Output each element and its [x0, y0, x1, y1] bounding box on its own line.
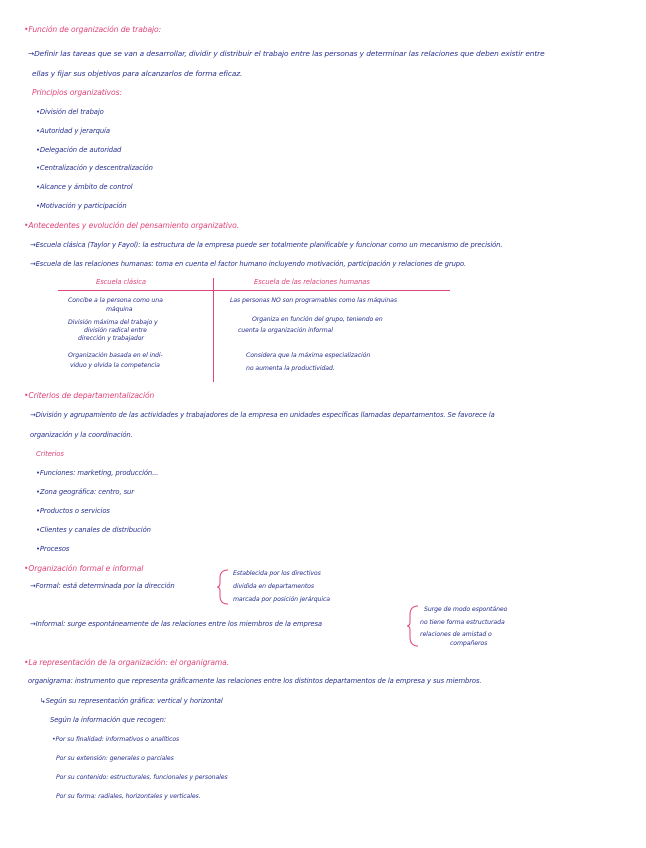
section-title-organization-function: •Función de organización de trabajo: [24, 25, 162, 34]
principle-item: •Motivación y participación [36, 202, 127, 210]
principles-title: Principios organizativos: [32, 88, 122, 97]
informal-item: relaciones de amistad o [420, 631, 492, 638]
table-cell: división radical entre [84, 327, 147, 334]
departmentalization-line-2: organización y la coordinación. [30, 431, 133, 439]
table-cell: Organiza en función del grupo, teniendo en [252, 316, 383, 323]
organigram-info-title: Según la información que recogen: [50, 716, 167, 724]
organigram-item: Por su contenido: estructurales, funcionales y personales [56, 774, 228, 781]
organigram-item: Por su extensión: generales o parciales [56, 755, 174, 762]
section-title-departmentalization: •Criterios de departamentalización [24, 391, 155, 400]
organigram-item: Por su forma: radiales, horizontales y verticales. [56, 793, 201, 800]
table-header-divider [58, 290, 450, 291]
informal-item: no tiene forma estructurada [420, 619, 505, 626]
formal-item: dividida en departamentos [233, 583, 314, 590]
formal-item: marcada por posición jerárquica [233, 596, 330, 603]
table-cell: División máxima del trabajo y [68, 319, 158, 326]
table-cell: Considera que la máxima especialización [246, 352, 371, 359]
criteria-item: •Funciones: marketing, producción... [36, 469, 159, 477]
table-header-classical: Escuela clásica [96, 278, 146, 286]
criteria-item: •Productos o servicios [36, 507, 110, 515]
definition-line-2: ellas y fijar sus objetivos para alcanzarlos de forma eficaz. [32, 69, 243, 78]
criteria-item: •Zona geográfica: centro, sur [36, 488, 134, 496]
criteria-item: •Procesos [36, 545, 70, 553]
definition-line-1: →Definir las tareas que se van a desarrollar, dividir y distribuir el trabajo entre las personas y determinar las relaciones que deben existir entre [28, 49, 545, 58]
table-cell: Las personas NO son programables como las máquinas [230, 297, 397, 304]
principle-item: •Delegación de autoridad [36, 146, 122, 154]
classical-school-line: →Escuela clásica (Taylor y Fayol): la estructura de la empresa puede ser totalmente planificable y funcionar como un mecanismo de precisión. [30, 241, 503, 249]
departmentalization-line-1: →División y agrupamiento de las actividades y trabajadores de la empresa en unidades específicas llamadas departamentos. Se favorece la [30, 411, 495, 419]
table-cell: máquina [106, 306, 133, 313]
table-cell: Organización basada en el indi- [68, 352, 163, 359]
principle-item: •División del trabajo [36, 108, 104, 116]
informal-brace-icon [406, 604, 420, 648]
informal-item: Surge de modo espontáneo [424, 606, 508, 613]
organigram-graphic-type: ↳Según su representación gráfica: vertical y horizontal [40, 697, 223, 705]
informal-item: compañeros [450, 640, 488, 647]
human-relations-line: →Escuela de las relaciones humanas: toma en cuenta el factor humano incluyendo motivación, participación y relaciones de grupo. [30, 260, 467, 268]
table-cell: cuenta la organización informal [238, 327, 333, 334]
table-cell: no aumenta la productividad. [246, 365, 335, 372]
table-cell: dirección y trabajador [78, 335, 144, 342]
formal-brace-icon [216, 568, 230, 606]
formal-definition: →Formal: está determinada por la dirección [30, 582, 175, 590]
table-header-human-relations: Escuela de las relaciones humanas [254, 278, 370, 286]
principle-item: •Centralización y descentralización [36, 164, 153, 172]
principle-item: •Autoridad y jerarquía [36, 127, 110, 135]
section-title-antecedents: •Antecedentes y evolución del pensamiento organizativo. [24, 221, 240, 230]
criteria-item: •Clientes y canales de distribución [36, 526, 151, 534]
table-cell: viduo y olvida la competencia [70, 362, 160, 369]
table-column-divider [213, 278, 214, 382]
informal-definition: →Informal: surge espontáneamente de las relaciones entre los miembros de la empresa [30, 620, 322, 628]
criteria-title: Criterios [36, 450, 64, 458]
formal-item: Establecida por los directivos [233, 570, 321, 577]
section-title-organigram: •La representación de la organización: el organigrama. [24, 658, 230, 667]
organigram-item: •Por su finalidad: informativos o analíticos [52, 736, 180, 743]
organigram-definition: organigrama: instrumento que representa gráficamente las relaciones entre los distintos departamentos de la empresa y sus miembros. [28, 677, 482, 685]
section-title-formal-informal: •Organización formal e informal [24, 564, 144, 573]
principle-item: •Alcance y ámbito de control [36, 183, 133, 191]
table-cell: Concibe a la persona como una [68, 297, 163, 304]
